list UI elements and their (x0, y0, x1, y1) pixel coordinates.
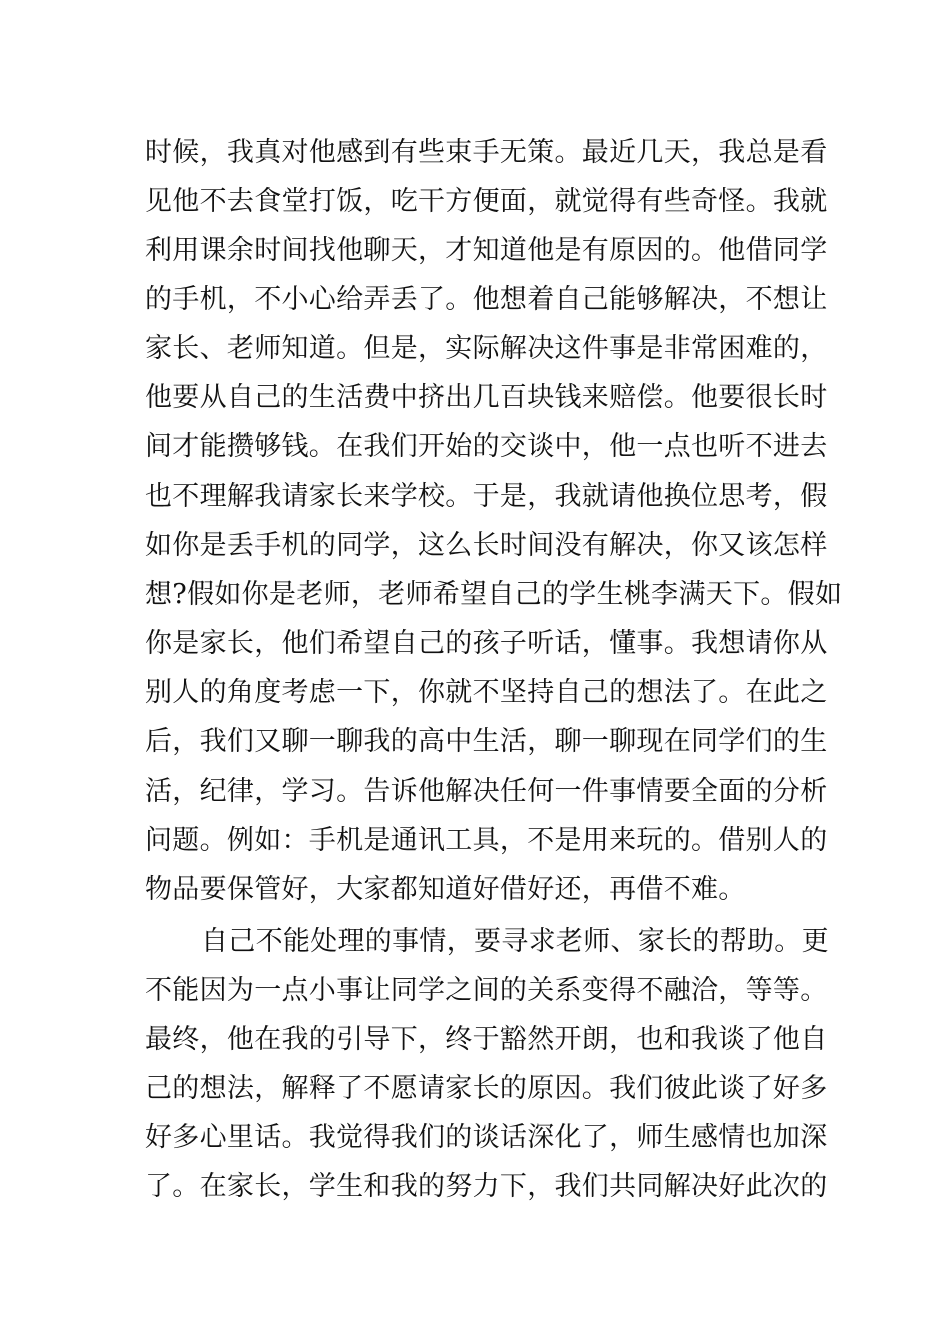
text-line: 你是家长，他们希望自己的孩子听话，懂事。我想请你从 (145, 628, 828, 659)
text-line: 不能因为一点小事让同学之间的关系变得不融洽，等等。 (145, 975, 828, 1006)
text-line: 自己不能处理的事情，要寻求老师、家长的帮助。更 (201, 926, 829, 957)
text-line: 别人的角度考虑一下，你就不坚持自己的想法了。在此之 (145, 677, 828, 708)
text-line: 活，纪律，学习。告诉他解决任何一件事情要全面的分析 (145, 776, 828, 807)
text-line: 己的想法，解释了不愿请家长的原因。我们彼此谈了好多 (145, 1073, 828, 1104)
text-line: 了。在家长，学生和我的努力下，我们共同解决好此次的 (145, 1171, 828, 1202)
text-line: 后，我们又聊一聊我的高中生活，聊一聊现在同学们的生 (145, 726, 828, 757)
text-line: 最终，他在我的引导下，终于豁然开朗，也和我谈了他自 (145, 1024, 828, 1055)
text-line: 如你是丢手机的同学，这么长时间没有解决，你又该怎样 (145, 530, 828, 561)
text-line: 利用课余时间找他聊天，才知道他是有原因的。他借同学 (145, 235, 828, 266)
text-line: 也不理解我请家长来学校。于是，我就请他换位思考，假 (145, 481, 828, 512)
text-line: 家长、老师知道。但是，实际解决这件事是非常困难的， (145, 333, 828, 364)
text-line: 想?假如你是老师，老师希望自己的学生桃李满天下。假如 (145, 579, 843, 610)
text-line: 他要从自己的生活费中挤出几百块钱来赔偿。他要很长时 (145, 382, 828, 413)
text-line: 间才能攒够钱。在我们开始的交谈中，他一点也听不进去 (145, 431, 828, 462)
text-line: 时候，我真对他感到有些束手无策。最近几天，我总是看 (145, 137, 828, 168)
text-line: 好多心里话。我觉得我们的谈话深化了，师生感情也加深 (145, 1122, 828, 1153)
text-line: 问题。例如：手机是通讯工具，不是用来玩的。借别人的 (145, 825, 828, 856)
text-line: 的手机，不小心给弄丢了。他想着自己能够解决，不想让 (145, 284, 828, 315)
text-line: 见他不去食堂打饭，吃干方便面，就觉得有些奇怪。我就 (145, 186, 828, 217)
text-line: 物品要保管好，大家都知道好借好还，再借不难。 (145, 874, 746, 905)
